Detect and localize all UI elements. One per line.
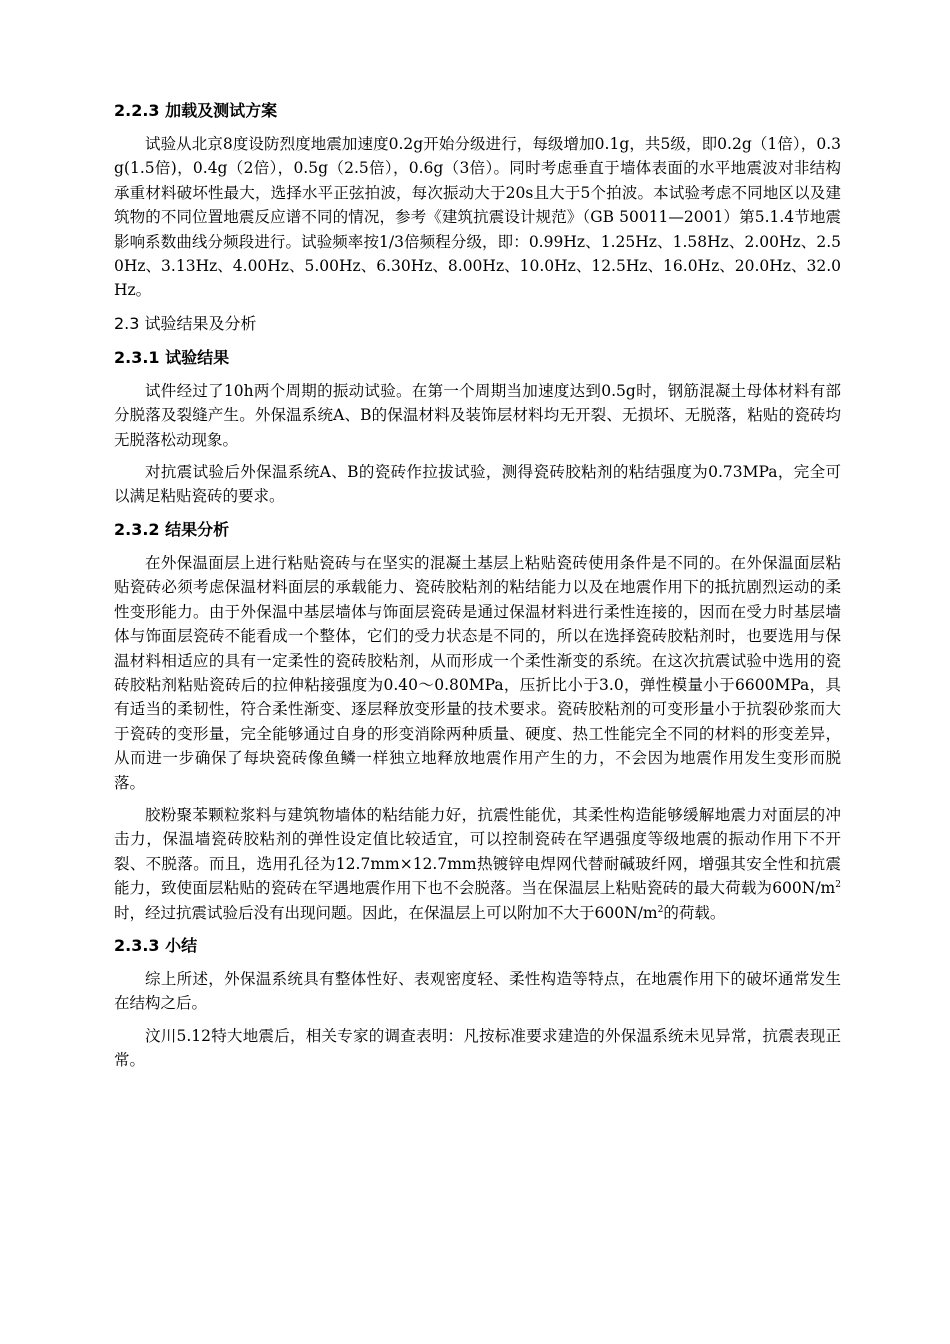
analysis-2-text-c: 的荷载。: [663, 903, 726, 922]
paragraph-analysis-2: [114, 803, 841, 925]
section-heading-2-3-3: 2.3.3 小结: [114, 935, 198, 955]
document-page: [114, 98, 841, 1081]
section-heading-2-3-1: 2.3.1 试验结果: [114, 347, 230, 367]
analysis-2-text-a: 胶粉聚苯颗粒浆料与建筑物墙体的粘结能力好，抗震性能优，其柔性构造能够缓解地震力对面层的冲击力，保温墙瓷砖胶粘剂的弹性设定值比较适宜，可以控制瓷砖在罕遇强度等级地震的振动作用下不开裂、不脱落。而且，选用孔径为12.7mm×12.7mm热镀锌电焊网代替耐碱玻纤网，增强其安全性和抗震能力，致使面层粘贴的瓷砖在罕遇地震作用下也不会脱落。当在保温层上粘贴瓷砖的最大荷载为600N/m: [114, 805, 841, 898]
paragraph-test-results-2: 对抗震试验后外保温系统A、B的瓷砖作拉拔试验，测得瓷砖胶粘剂的粘结强度为0.73MPa，完全可以满足粘贴瓷砖的要求。: [114, 463, 841, 506]
superscript-2: 2: [657, 904, 664, 915]
paragraph-summary-2: 汶川5.12特大地震后，相关专家的调查表明：凡按标准要求建造的外保温系统未见异常，抗震表现正常。: [114, 1026, 841, 1070]
paragraph-test-results-1: 试件经过了10h两个周期的振动试验。在第一个周期当加速度达到0.5g时，钢筋混凝土母体材料有部分脱落及裂缝产生。外保温系统A、B的保温材料及装饰层材料均无开裂、无损坏、无脱落，粘贴的瓷砖均无脱落松动现象。: [114, 381, 841, 449]
analysis-2-text-b: 时，经过抗震试验后没有出现问题。因此，在保温层上可以附加不大于600N/m: [114, 903, 658, 922]
section-heading-2-2-3: 2.2.3 加载及测试方案: [114, 101, 278, 120]
paragraph-loading-scheme: 试验从北京8度设防烈度地震加速度0.2g开始分级进行，每级增加0.1g，共5级，即0.2g（1倍），0.3g(1.5倍)，0.4g（2倍），0.5g（2.5倍），0.6g（3倍）。同时考虑垂直于墙体表面的水平地震波对非结构承重材料破坏性最大，选择水平正弦拍波，每次振动大于20s且大于5个拍波。本试验考虑不同地区以及建筑物的不同位置地震反应谱不同的情况，参考《建筑抗震设计规范》（GB 50011—2001）第5.1.4节地震影响系数曲线分频段进行。试验频率按1/3倍频程分级，即：0.99Hz、1.25Hz、1.58Hz、2.00Hz、2.50Hz、3.13Hz、4.00Hz、5.00Hz、6.30Hz、8.00Hz、10.0Hz、12.5Hz、16.0Hz、20.0Hz、32.0Hz。: [114, 135, 841, 300]
section-heading-2-3-2: 2.3.2 结果分析: [114, 519, 230, 539]
paragraph-analysis-1: 在外保温面层上进行粘贴瓷砖与在坚实的混凝土基层上粘贴瓷砖使用条件是不同的。在外保温面层粘贴瓷砖必须考虑保温材料面层的承载能力、瓷砖胶粘剂的粘结能力以及在地震作用下的抵抗剧烈运动的柔性变形能力。由于外保温中基层墙体与饰面层瓷砖是通过保温材料进行柔性连接的，因而在受力时基层墙体与饰面层瓷砖不能看成一个整体，它们的受力状态是不同的，所以在选择瓷砖胶粘剂时，也要选用与保温材料相适应的具有一定柔性的瓷砖胶粘剂，从而形成一个柔性渐变的系统。在这次抗震试验中选用的瓷砖胶粘剂粘贴瓷砖后的拉伸粘接强度为0.40～0.80MPa，压折比小于3.0，弹性模量小于6600MPa，具有适当的柔韧性，符合柔性渐变、逐层释放变形量的技术要求。瓷砖胶粘剂的可变形量小于抗裂砂浆而大于瓷砖的变形量，完全能够通过自身的形变消除两种质量、硬度、热工性能完全不同的材料的形变差异，从而进一步确保了每块瓷砖像鱼鳞一样独立地释放地震作用产生的力，不会因为地震作用发生变形而脱落。: [114, 553, 841, 792]
section-heading-2-3: 2.3 试验结果及分析: [114, 313, 257, 333]
paragraph-summary-1: 综上所述，外保温系统具有整体性好、表观密度轻、柔性构造等特点，在地震作用下的破坏通常发生在结构之后。: [114, 969, 841, 1013]
superscript-1: 2: [835, 880, 841, 890]
